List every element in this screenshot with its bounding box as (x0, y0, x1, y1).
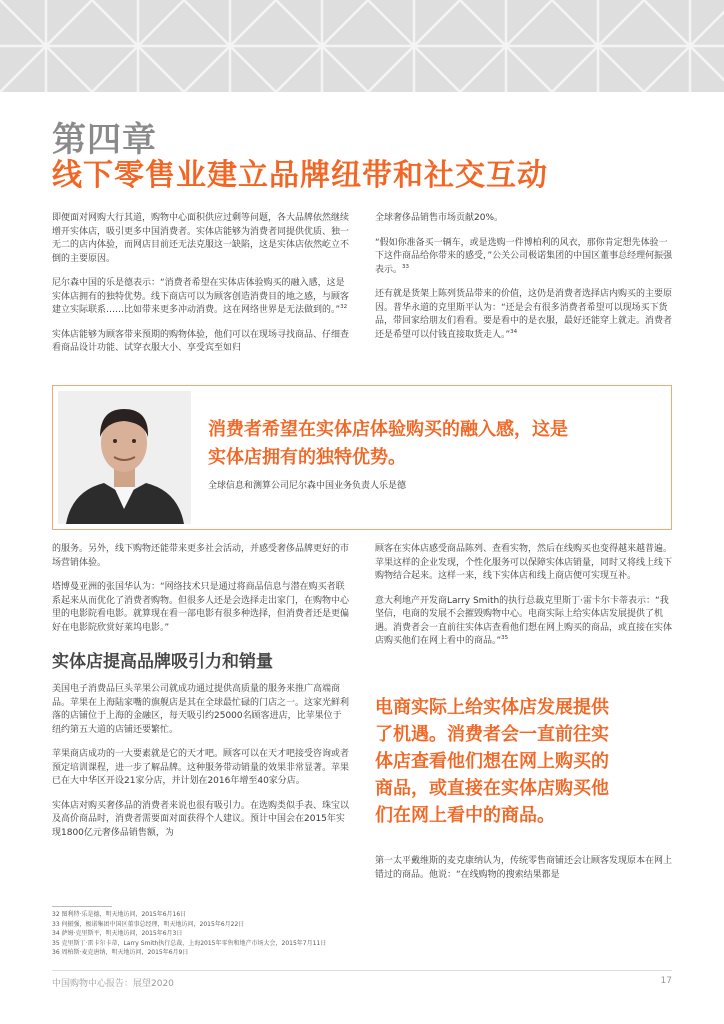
top-right-column (375, 212, 673, 353)
paragraph: 的服务。另外，线下购物还能带来更多社会活动，并感受奢侈品牌更好的市场营销体验。 (52, 544, 350, 568)
bottom-left-column (52, 543, 350, 851)
footnote: 33 何振强，极诺集团中国区董事总经理，明天地访问，2015年6月22日 (52, 920, 245, 928)
paragraph: 即便面对网购大行其道，购物中心面积供应过剩等问题，各大品牌依然继续增开实体店，吸引更多中国消费者。实体店能够为消费者同提供优质、独一无二的店内体验，而网店目前还无法克服这一缺陷，这是实体店依然屹立不倒的主要原因。 (52, 213, 350, 264)
section-heading: 实体店提高品牌吸引力和销量 (52, 652, 273, 672)
top-left-column (52, 212, 350, 367)
page-number: 17 (660, 976, 672, 986)
paragraph: 美国电子消费品巨头苹果公司就成功通过提供高质量的服务来推广高端商品。苹果在上海陆家嘴的旗舰店是其在全球最忙碌的门店之一。这家光鲜利落的店铺位于上海的金融区，每天吸引约25000名顾客进店，比苹果位于纽约第五大道的店铺还要繁忙。 (52, 684, 350, 735)
footnote-ref: 32 (340, 304, 348, 310)
paragraph: 还有就是货架上陈列货品带来的价值，这仍是消费者选择店内购买的主要原因。普华永道的克里斯平认为：“还是会有很多消费者希望可以现场买下货品，带回家给朋友们看看。要是看中的是衣服，最好还能穿上就走。消费者还是希望可以付钱直接取货走人。”$^{34}$ (375, 289, 673, 340)
chapter-title: 线下零售业建立品牌纽带和社交互动 (52, 158, 548, 193)
paragraph: “假如你准备买一辆车，或是选购一件博柏利的风衣，那你肯定想先体验一下这件商品给你带来的感受，”公关公司极诺集团的中国区董事总经理何振强表示。$^{33}$ (375, 237, 673, 275)
chapter-label: 第四章 (52, 120, 157, 160)
footer-report-title: 中国购物中心报告：展望2020 (52, 979, 174, 989)
footnote: 35 克里斯丁·雷卡尔卡蒂，Larry Smith执行总裁，上海2015年零售和地产市场大会，2015年7月11日 (52, 939, 327, 947)
paragraph: 苹果商店成功的一大要素就是它的天才吧。顾客可以在天才吧接受咨询或者预定培训课程，进一步了解品牌。这种服务带动销量的效果非常显著。苹果已在大中华区开设21家分店，并计划在2016年增至40家分店。 (52, 749, 350, 786)
header-banner (0, 0, 724, 92)
quote-attribution: 全球信息和测算公司尼尔森中国业务负责人乐是德 (208, 481, 407, 491)
paragraph: 意大利地产开发商Larry Smith的执行总裁克里斯丁·雷卡尔卡蒂表示：“我坚信，电商的发展不会摧毁购物中心。电商实际上给实体店发展提供了机遇。消费者会一直前往实体店查看他们想在网上购买的商品，或直接在实体店购买他们在网上看中的商品。”$^{35}$ (375, 595, 673, 646)
paragraph: 实体店能够为顾客带来预期的购物体验，他们可以在现场寻找商品、仔细查看商品设计功能、试穿衣服大小、享受宾至如归 (52, 329, 350, 353)
footer-divider (52, 970, 672, 971)
footnote: 34 萨姆·克里斯平，明天地访问，2015年6月3日 (52, 930, 183, 937)
bottom-right-column (375, 543, 673, 660)
paragraph: 实体店对购买奢侈品的消费者来说也很有吸引力。在选购类似手表、珠宝以及高价商品时，消费者需要面对面获得个人建议。预计中国会在2015年实现1800亿元奢侈品销售额，为 (52, 800, 350, 838)
quote-text: 消费者希望在实体店体验购买的融入感，这是 实体店拥有的独特优势。 (208, 419, 568, 468)
closing-paragraph: 第一太平戴维斯的麦克康纳认为，传统零售商铺还会让顾客发现原本在网上错过的商品。他说：“在线购物的搜索结果都是 (375, 856, 673, 880)
footnote: 32 图利特·乐是德，明天地访问，2015年6月16日 (52, 911, 187, 918)
footnote-ref: 35 (501, 635, 509, 641)
quote-box (52, 385, 672, 530)
paragraph: 尼尔森中国的乐是德表示：“消费者希望在实体店体验购买的融入感，这是实体店拥有的独特优势。线下商店可以为顾客创造消费目的地之感，与顾客建立实际联系……比如带来更多冲动消费。这在网络世界是无法做到的。”$^{32}$ (52, 278, 350, 315)
footnote-ref: 34 (510, 328, 518, 335)
footnote-divider (52, 906, 112, 907)
footnote: 36 周柏斯·麦克唐纳，明天地访问，2015年6月9日 (52, 949, 189, 956)
portrait-photo (58, 391, 191, 524)
paragraph: 全球奢侈品销售市场贡献20%。 (375, 213, 504, 223)
paragraph: 顾客在实体店感受商品陈列、查看实物，然后在线购买也变得越来越普遍。苹果这样的企业发现，个性化服务可以保障实体店销量，同时又将线上线下购物结合起来。这样一来，线下实体店和线上商店便可实现互补。 (375, 544, 673, 581)
pull-quote: 电商实际上给实体店发展提供 了机遇。消费者会一直前往实 体店查看他们想在网上购买的 商品，或直接在实体店购买他 们在网上看中的商品。 (375, 697, 609, 826)
paragraph: 塔博曼亚洲的张国华认为：“网络技术只是通过将商品信息与潜在购买者联系起来从而优化了消费者购物。但很多人还是会选择走出家门，在购物中心里的电影院看电影。就算现在看一部电影有很多种选择，但消费者还是更偏好在电影院欣赏好莱坞电影。” (52, 582, 350, 633)
footnotes (52, 910, 326, 958)
footnote-ref: 33 (402, 263, 410, 270)
